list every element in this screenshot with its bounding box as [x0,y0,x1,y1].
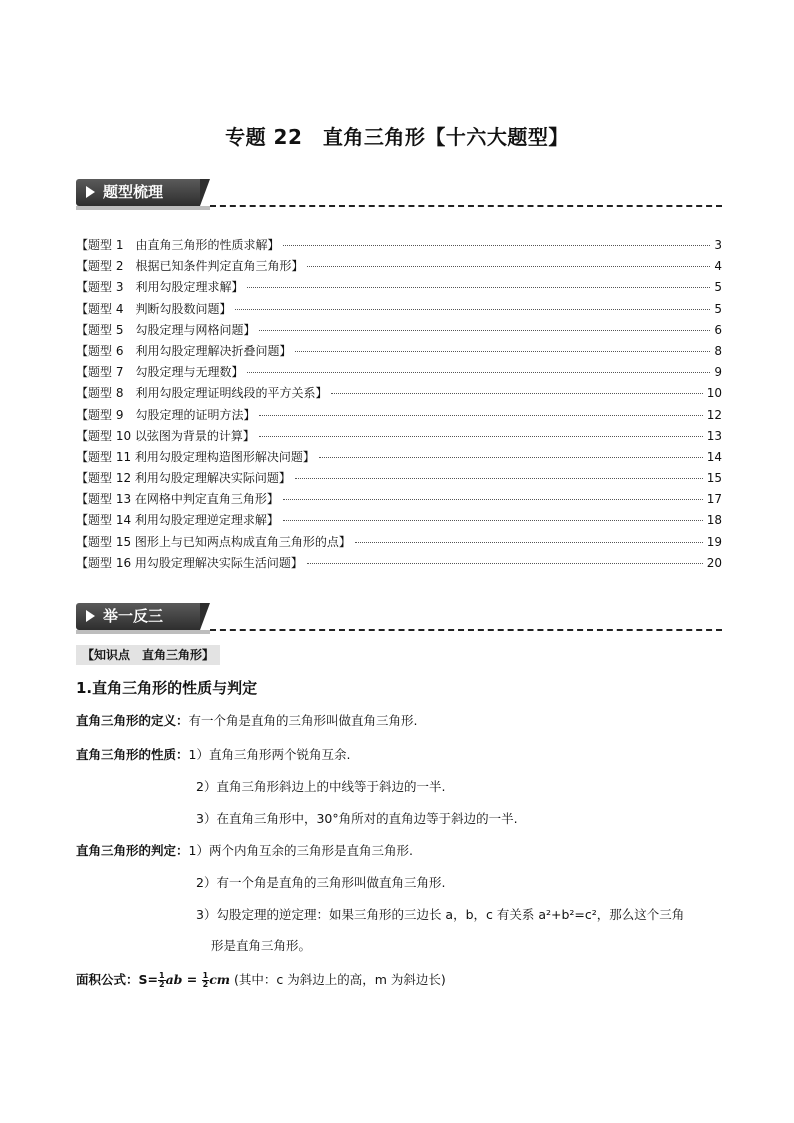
toc-banner [76,179,722,211]
toc-leader-dots [331,393,702,394]
numerator: 1 [159,971,165,980]
toc-page-number[interactable]: 3 [714,238,722,252]
toc-leader-dots [283,245,710,246]
toc-entry-label[interactable]: 【题型 9 勾股定理的证明方法】 [76,407,256,422]
toc-leader-dots [247,372,710,373]
definition-label: 直角三角形的定义： [76,713,189,728]
formula-equals: = [182,972,202,987]
toc-entry[interactable] [76,257,722,278]
toc-leader-dots [259,436,703,437]
toc-entry[interactable] [76,490,722,511]
knowledge-point-tag: 【知识点 直角三角形】 [76,645,220,665]
toc-leader-dots [307,563,703,564]
toc-entry-label[interactable]: 【题型 7 勾股定理与无理数】 [76,365,244,380]
numerator: 1 [202,971,209,980]
formula-cm: cm [209,972,231,987]
toc-entry[interactable] [76,278,722,299]
toc-entry[interactable] [76,554,722,575]
toc-banner-label: 题型梳理 [103,183,164,201]
properties-line-1 [76,745,350,763]
toc-page-number[interactable]: 17 [706,492,722,507]
toc-entry-label[interactable]: 【题型 5 勾股定理与网格问题】 [76,322,256,337]
toc-entry-label[interactable]: 【题型 11 利用勾股定理构造图形解决问题】 [76,449,315,464]
toc-entry-label[interactable]: 【题型 15 图形上与已知两点构成直角三角形的点】 [76,534,351,549]
toc-page-number[interactable]: 9 [714,365,722,380]
toc-page-number[interactable]: 14 [706,449,722,464]
toc-leader-dots [283,499,703,500]
toc-entry-label[interactable]: 【题型 6 利用勾股定理解决折叠问题】 [76,343,292,358]
toc-leader-dots [295,478,703,479]
denominator: 2 [159,980,165,989]
toc-entry-label[interactable]: 【题型 3 利用勾股定理求解】 [76,280,244,295]
banner-shadow [76,630,210,634]
toc-entry[interactable] [76,300,722,321]
toc-leader-dots [307,266,710,267]
toc-entry[interactable] [76,427,722,448]
toc-entry-label[interactable]: 【题型 13 在网格中判定直角三角形】 [76,492,279,507]
property-item: 3）在直角三角形中，30°角所对的直角边等于斜边的一半. [196,811,518,826]
denominator: 2 [202,980,209,989]
criteria-line-1 [76,841,413,859]
toc-leader-dots [235,309,710,310]
criteria-item: 2）有一个角是直角的三角形叫做直角三角形. [196,875,446,890]
toc-entry[interactable] [76,321,722,342]
practice-banner [76,603,722,635]
toc-entry[interactable] [76,384,722,405]
toc-entry-label[interactable]: 【题型 14 利用勾股定理逆定理求解】 [76,513,279,528]
toc-page-number[interactable]: 5 [714,301,722,316]
toc-entry[interactable] [76,342,722,363]
toc-leader-dots [283,520,703,521]
section-heading: 1.直角三角形的性质与判定 [76,679,258,697]
criteria-item: 3）勾股定理的逆定理：如果三角形的三边长 a，b，c 有关系 a²+b²=c²，那么这个三角 [196,907,685,922]
toc-entry-label[interactable]: 【题型 2 根据已知条件判定直角三角形】 [76,259,304,274]
half-fraction [158,972,166,989]
toc-entry[interactable] [76,363,722,384]
toc-entry[interactable] [76,511,722,532]
toc-leader-dots [295,351,710,352]
toc-leader-dots [319,457,703,458]
toc-page-number[interactable]: 8 [714,343,722,358]
area-formula-line [76,970,446,989]
toc-page-number[interactable]: 5 [714,280,722,295]
toc-leader-dots [247,287,710,288]
formula-s: S= [138,972,158,987]
toc-entry[interactable] [76,469,722,490]
toc-entry-label[interactable]: 【题型 4 判断勾股数问题】 [76,301,232,316]
toc-entry[interactable] [76,448,722,469]
formula-ab: ab [165,972,183,987]
toc-page-number[interactable]: 15 [706,471,722,486]
property-item: 2）直角三角形斜边上的中线等于斜边的一半. [196,779,446,794]
toc-page-number[interactable]: 12 [706,407,722,422]
toc-banner-tab [76,179,200,206]
toc-leader-dots [355,542,703,543]
toc-leader-dots [259,415,702,416]
toc-page-number[interactable]: 13 [706,428,722,443]
definition-line [76,711,418,729]
property-item: 1）直角三角形两个锐角互余. [188,747,351,762]
toc-page-number[interactable]: 18 [706,513,722,528]
toc-page-number[interactable]: 20 [706,555,722,570]
dashed-rule [210,629,722,631]
criteria-item: 形是直角三角形。 [211,938,312,953]
table-of-contents [76,236,722,575]
toc-entry[interactable] [76,236,722,257]
criteria-item: 1）两个内角互余的三角形是直角三角形. [188,843,413,858]
toc-entry-label[interactable]: 【题型 16 用勾股定理解决实际生活问题】 [76,555,303,570]
area-formula-label: 面积公式： [76,972,139,987]
toc-entry[interactable] [76,533,722,554]
banner-shadow [76,206,210,210]
toc-leader-dots [259,330,710,331]
toc-entry-label[interactable]: 【题型 8 利用勾股定理证明线段的平方关系】 [76,386,328,401]
definition-text: 有一个角是直角的三角形叫做直角三角形. [188,713,418,728]
page-title: 专题 22 直角三角形【十六大题型】 [225,125,569,149]
toc-page-number[interactable]: 10 [706,386,722,401]
toc-page-number[interactable]: 4 [714,259,722,274]
play-triangle-icon [86,186,95,198]
play-triangle-icon [86,610,95,622]
properties-label: 直角三角形的性质： [76,747,189,762]
toc-entry[interactable] [76,406,722,427]
toc-entry-label[interactable]: 【题型 1 由直角三角形的性质求解】 [76,238,280,252]
dashed-rule [210,205,722,207]
formula-note: (其中：c 为斜边上的高，m 为斜边长) [230,972,446,987]
toc-page-number[interactable]: 19 [706,534,722,549]
toc-entry-label[interactable]: 【题型 10 以弦图为背景的计算】 [76,428,255,443]
toc-page-number[interactable]: 6 [714,322,722,337]
toc-entry-label[interactable]: 【题型 12 利用勾股定理解决实际问题】 [76,471,291,486]
practice-banner-tab [76,603,200,630]
criteria-label: 直角三角形的判定： [76,843,189,858]
practice-banner-label: 举一反三 [103,607,164,625]
